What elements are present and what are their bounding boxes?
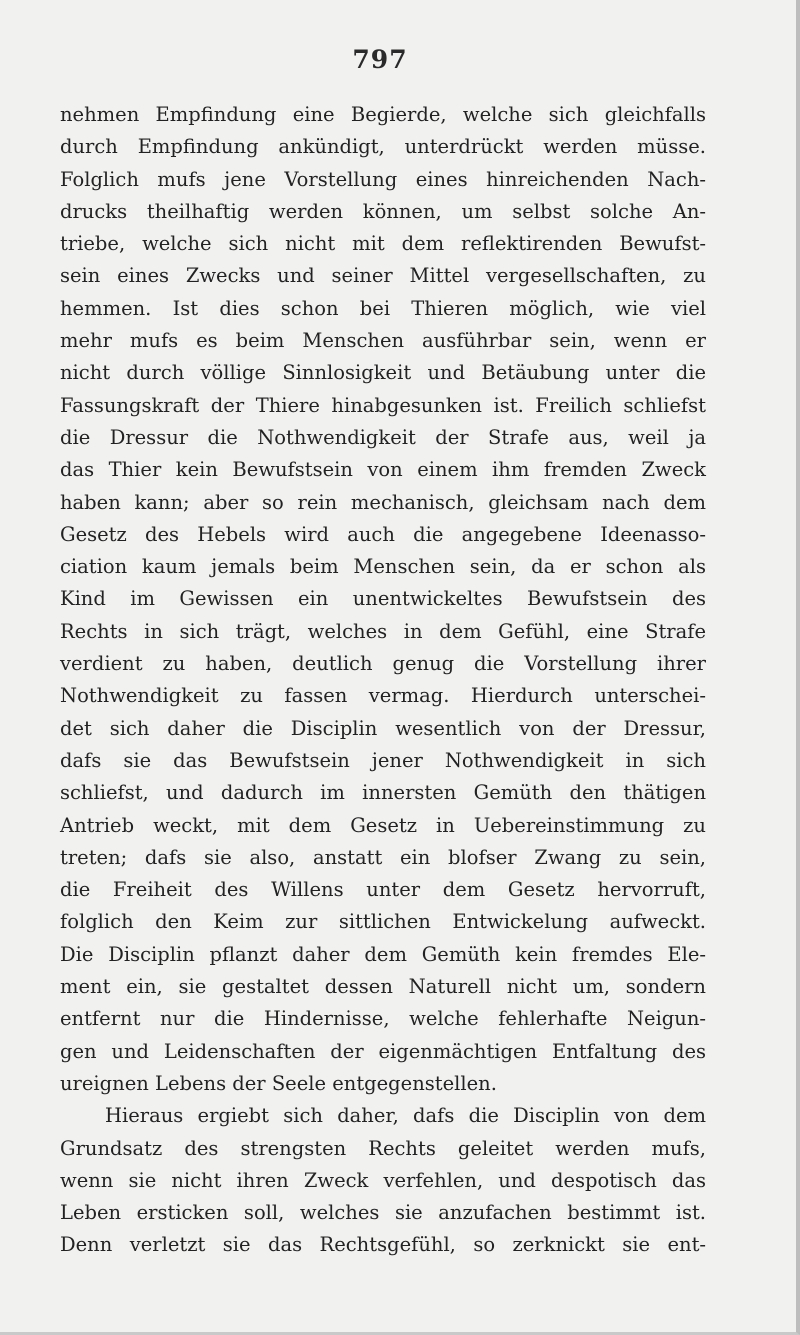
text-line: Antrieb weckt, mit dem Gesetz in Uebereinstimmung zu (60, 813, 706, 837)
text-line: haben kann; aber so rein mechanisch, gleichsam nach dem (60, 490, 706, 514)
text-line: triebe, welche sich nicht mit dem reflektirenden Bewufst- (60, 232, 706, 256)
text-line: schliefst, und dadurch im innersten Gemüth den thätigen (60, 781, 706, 805)
text-line: Hieraus ergiebt sich daher, dafs die Disciplin von dem (105, 1104, 706, 1128)
text-line: Denn verletzt sie das Rechtsgefühl, so zerknickt sie ent- (60, 1233, 706, 1257)
text-line: Grundsatz des strengsten Rechts geleitet werden mufs, (60, 1136, 706, 1160)
text-line: entfernt nur die Hindernisse, welche fehlerhafte Neigun- (60, 1007, 706, 1031)
text-line: ciation kaum jemals beim Menschen sein, da er schon als (60, 555, 706, 579)
text-line: det sich daher die Disciplin wesentlich von der Dressur, (60, 716, 706, 740)
text-line: hemmen. Ist dies schon bei Thieren möglich, wie viel (60, 296, 706, 320)
text-line: Folglich mufs jene Vorstellung eines hinreichenden Nach- (60, 167, 706, 191)
text-line: drucks theilhaftig werden können, um selbst solche An- (60, 199, 706, 223)
text-line: nehmen Empfindung eine Begierde, welche sich gleichfalls (60, 103, 706, 126)
text-line: nicht durch völlige Sinnlosigkeit und Betäubung unter die (60, 361, 706, 385)
text-line: folglich den Keim zur sittlichen Entwickelung aufweckt. (60, 910, 706, 934)
text-line: Gesetz des Hebels wird auch die angegebene Ideenasso- (60, 522, 706, 546)
page-number: 797 (352, 45, 408, 74)
text-line: Fassungskraft der Thiere hinabgesunken ist. Freilich schliefst (60, 393, 706, 417)
text-line: durch Empfindung ankündigt, unterdrückt werden müsse. (60, 135, 706, 159)
text-line: Rechts in sich trägt, welches in dem Gefühl, eine Strafe (60, 619, 706, 643)
text-line: wenn sie nicht ihren Zweck verfehlen, und despotisch das (60, 1168, 706, 1192)
text-line: ment ein, sie gestaltet dessen Naturell nicht um, sondern (60, 975, 706, 999)
text-line: sein eines Zwecks und seiner Mittel vergesellschaften, zu (60, 264, 706, 288)
text-line: Nothwendigkeit zu fassen vermag. Hierdurch unterschei- (60, 684, 706, 708)
text-line: gen und Leidenschaften der eigenmächtigen Entfaltung des (60, 1039, 706, 1063)
text-line: mehr mufs es beim Menschen ausführbar sein, wenn er (60, 329, 706, 353)
text-line: das Thier kein Bewufstsein von einem ihm fremden Zweck (60, 458, 706, 482)
text-line: treten; dafs sie also, anstatt ein blofser Zwang zu sein, (60, 845, 706, 869)
text-line: Kind im Gewissen ein unentwickeltes Bewufstsein des (60, 587, 706, 611)
text-line: Leben ersticken soll, welches sie anzufachen bestimmt ist. (60, 1201, 706, 1225)
text-line: Die Disciplin pflanzt daher dem Gemüth kein fremdes Ele- (60, 942, 706, 966)
body-text (60, 99, 706, 1262)
text-line: dafs sie das Bewufstsein jener Nothwendigkeit in sich (60, 748, 706, 772)
text-line: die Freiheit des Willens unter dem Gesetz hervorruft, (60, 878, 706, 902)
text-line: die Dressur die Nothwendigkeit der Strafe aus, weil ja (60, 425, 706, 449)
text-line: ureignen Lebens der Seele entgegenstellen. (60, 1071, 497, 1095)
text-line: verdient zu haben, deutlich genug die Vorstellung ihrer (60, 652, 706, 676)
